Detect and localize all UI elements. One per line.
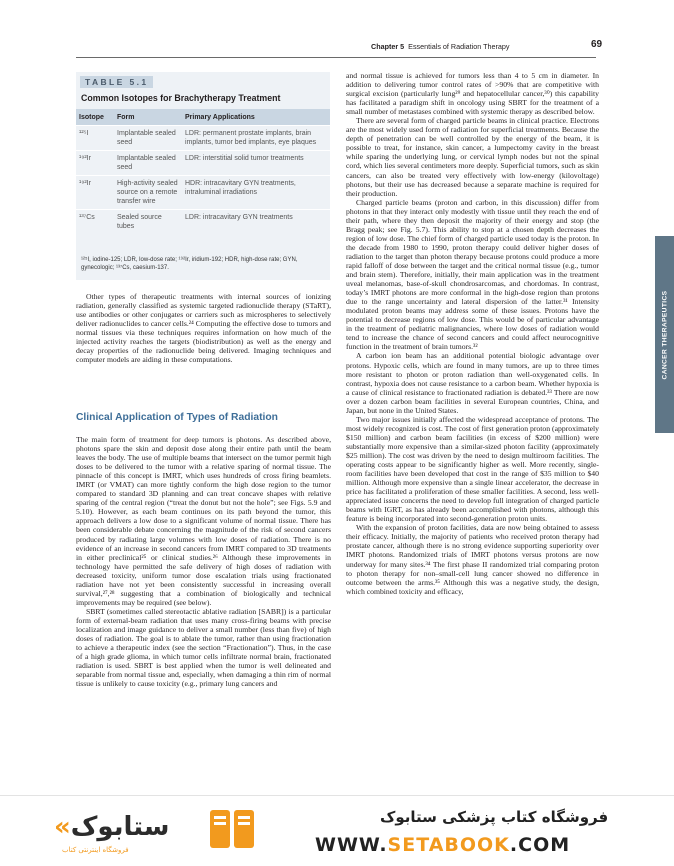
left-column-intro (76, 292, 331, 364)
section-side-tab: CANCER THERAPEUTICS (655, 236, 674, 433)
table-footnote: ¹²⁵I, iodine-125; LDR, low-dose rate; ¹⁹²Ir, iridium-192; HDR, high-dose rate; GYN, gynecologic; ¹³⁷Cs, caesium-137. (81, 257, 298, 271)
form-cell: High-activity sealed source on a remote transfer wire (114, 176, 182, 210)
table-row (76, 210, 330, 235)
paragraph: and normal tissue is achieved for tumors less than 4 to 5 cm in diameter. In addition to delivering tumor control rates of >90% that are competitive with surgical excision (particularly lung²⁹ and hepatocellular cancer,³⁰) this capability has facilitated a paradigm shift in oncology using SBRT for the treatment of a small number of metastases combined with systemic therapy as described below. (346, 71, 599, 117)
watermark-footer (0, 795, 674, 866)
table-label: TABLE 5.1 (80, 76, 153, 88)
applications-cell: LDR: intracavitary GYN treatments (182, 210, 330, 235)
logo-wordmark: «ستابوک (54, 812, 170, 842)
setabook-logo (54, 808, 170, 858)
paragraph: With the expansion of proton facilities, data are now being obtained to assess their efficacy. Initially, the majority of patients who received proton therapy had prostate cancer, although there is no strong evidence supporting superiority over IMRT photons. Randomized trials of IMRT photons versus protons are now underway for many sites.³⁴ The first phase II randomized trial comparing proton to photon therapy for non–small-cell lung cancer showed no difference in outcome between the arms.³⁵ Although this was a negative study, the design, which combined toxicity and efficacy, (346, 523, 599, 596)
book-logo-icon (208, 806, 256, 852)
column-header: Primary Applications (182, 109, 330, 126)
logo-subtitle: فروشگاه اینترنتی کتاب (62, 846, 129, 854)
paragraph: SBRT (sometimes called stereotactic ablative radiation [SABR]) is a particular form of external-beam radiation that uses many cross-firing beams with precise localization and image guidance to deliver a small number (less than five) of high doses of radiation. The goal is to ablate the tumor, rather than using fractionation to achieve a therapeutic index (see the section “Fractionation”). Thus, in the case of a high grade glioma, in which tumor cells infiltrate normal brain, fractionated radiation is used. SBRT is best applied when the tumor is well delineated and separable from normal tissue and, especially, when damaging a thin rim of normal tissue is unlikely to cause toxicity (e.g., primary lung cancers and (76, 606, 331, 689)
running-header (0, 36, 674, 56)
applications-cell: LDR: permanent prostate implants, brain implants, tumor bed implants, eye plaques (182, 126, 330, 151)
isotope-table (76, 109, 330, 234)
table-row (76, 126, 330, 151)
column-header: Form (114, 109, 182, 126)
paragraph: Two major issues initially affected the widespread acceptance of protons. The most widely recognized is cost. The cost of first generation proton (approximately $150 million) and carbon beam facilities (in excess of $200 million) were substantially more expensive than a similar-sized photon facility (approximately $25 million). The cost was driven by the need to design multiroom facilities. The operating costs appear to be significantly higher as well. More recently, single-room facilities have been developed that cost in the range of $35 million to $40 million. Although more expensive than a single linear accelerator, the decrease in price has facilitated a proliferation of these smaller facilities. A second, less well-appreciated issue concerns the need to develop full integration of charged particle beams with IGRT, as has already been accomplished with photons, although this feature is being incorporated into second-generation proton units. (346, 414, 599, 524)
section-heading: Clinical Application of Types of Radiation (76, 412, 278, 423)
table-row (76, 176, 330, 210)
applications-cell: LDR: interstitial solid tumor treatments (182, 151, 330, 176)
isotope-cell: ¹³⁷Cs (76, 210, 114, 235)
isotope-table-box (76, 72, 330, 280)
form-cell: Sealed source tubes (114, 210, 182, 235)
chapter-title: Chapter 5 Essentials of Radiation Therapy (371, 42, 510, 51)
table-title: Common Isotopes for Brachytherapy Treatment (81, 93, 281, 103)
paragraph: Other types of therapeutic treatments with internal sources of ionizing radiation, generally classified as systemic targeted radionuclide therapy (STaRT), use antibodies or other conjugates or carriers such as microspheres to selectively deliver radionuclides to cancer cells.²⁴ Computing the effective dose to tumors and normal tissues via these techniques requires information on how much of the injected activity reaches the targets (biodistribution) as well as the energy and decay properties of the radionuclide being delivered. Imaging techniques and computer models are aiding in these computations. (76, 292, 331, 365)
paragraph: A carbon ion beam has an additional potential biologic advantage over protons. Hypoxic cells, which are found in many tumors, are up to three times more resistant to photon or proton radiation than well-oxygenated cells. In contrast, hypoxia does not cause resistance to a carbon beam. Whether hypoxia is a cause of clinical resistance to fractionated radiation is debated.³³ There are now over a dozen carbon beam facilities in several European countries, China, and Japan, but none in the United States. (346, 351, 599, 415)
header-rule (76, 57, 596, 58)
applications-cell: HDR: intracavitary GYN treatments, intraluminal irradiations (182, 176, 330, 210)
isotope-cell: ¹⁹²Ir (76, 151, 114, 176)
left-column-body (76, 435, 331, 688)
column-header: Isotope (76, 109, 114, 126)
form-cell: Implantable sealed seed (114, 126, 182, 151)
isotope-cell: ¹²⁵I (76, 126, 114, 151)
form-cell: Implantable sealed seed (114, 151, 182, 176)
paragraph: Charged particle beams (proton and carbon, in this discussion) differ from photons in that they interact only modestly with tissue until they reach the end of their path, where they then deposit the majority of their energy and stop (the Bragg peak; see Fig. 5.7). This ability to stop at a chosen depth decreases the region of low dose. The chief form of charged particle used today is the proton. In the decade from 1980 to 1990, proton therapy could deliver higher doses of radiation to the target than photon therapy because protons could produce a more rapid falloff of dose between the target and the critical normal tissue (e.g., tumor and brain stem). Therefore, initially, their main application was in the treatment uveal melanomas, base-of-skull chondrosarcomas, and chordomas. In contrast, today’s IMRT photons are more conformal in the high-dose region than protons due to the range uncertainty and lateral dispersion of the latter.³¹ Intensity modulated proton beams may address some of these issues. Protons have the potential to decrease regions of low dose. This would be of particular advantage in the treatment of pediatric malignancies, where low doses of radiation would tend to increase the chance of second cancers and could affect neurocognitive function in the treatment of brain tumors.³² (346, 197, 599, 352)
paragraph: There are several form of charged particle beams in clinical practice. Electrons are the most widely used form of radiation for superficial treatments. Because the depth of penetration can be well controlled by the energy of the beam, it is possible to treat, for instance, skin cancer, a lumpectomy cavity in the breast while sparing the underlying lung, or cervical lymph nodes but not the spinal cord, which lies several centimeters more deeply. Superficial tumors, such as skin cancers, can also be treated very effectively with low-energy (kilovoltage) photons, but their use has decreased because a separate machine is required for their production. (346, 116, 599, 198)
page-number: 69 (591, 39, 603, 50)
isotope-cell: ¹⁹²Ir (76, 176, 114, 210)
right-column-body (346, 71, 599, 596)
paragraph: The main form of treatment for deep tumors is photons. As described above, photons spare the skin and deposit dose along their entire path until the beam leaves the body. The use of multiple beams that intersect on the tumor permit high doses to be delivered to the tumor with a relative sparing of normal tissue. The pinnacle of this concept is IMRT, which uses hundreds of cross firing beamlets. IMRT (or VMAT) can more tightly conform the high dose region to the tumor compared to standard 3D planning and can treat concave shapes with relative sparing of the central region (“treat the donut but not the hole”; see Figs. 5.9 and 5.10). However, as each beam continues on its path beyond the tumor, this approach delivers a low dose to a significant volume of normal tissue. There has been considerable debate concerning the magnitude of the risk of second cancers produced by radiating large volumes with low doses of radiation. There is no evidence of an increase in second cancers from IMRT compared to 3D treatments in either preclinical²⁵ or clinical studies.²⁶ Although these improvements in technology have permitted the safe delivery of high doses of radiation with decreased toxicity, uniform tumor dose escalation trials using fractionated radiation have not yet been consistently successful in increasing overall survival,²⁷,²⁸ suggesting that a combination of biologically and technical improvements may be required (see below). (76, 435, 331, 607)
table-row (76, 151, 330, 176)
shop-name: فروشگاه کتاب پزشکی ستابوک (380, 808, 609, 826)
shop-url: WWW.SETABOOK.COM (315, 834, 571, 856)
